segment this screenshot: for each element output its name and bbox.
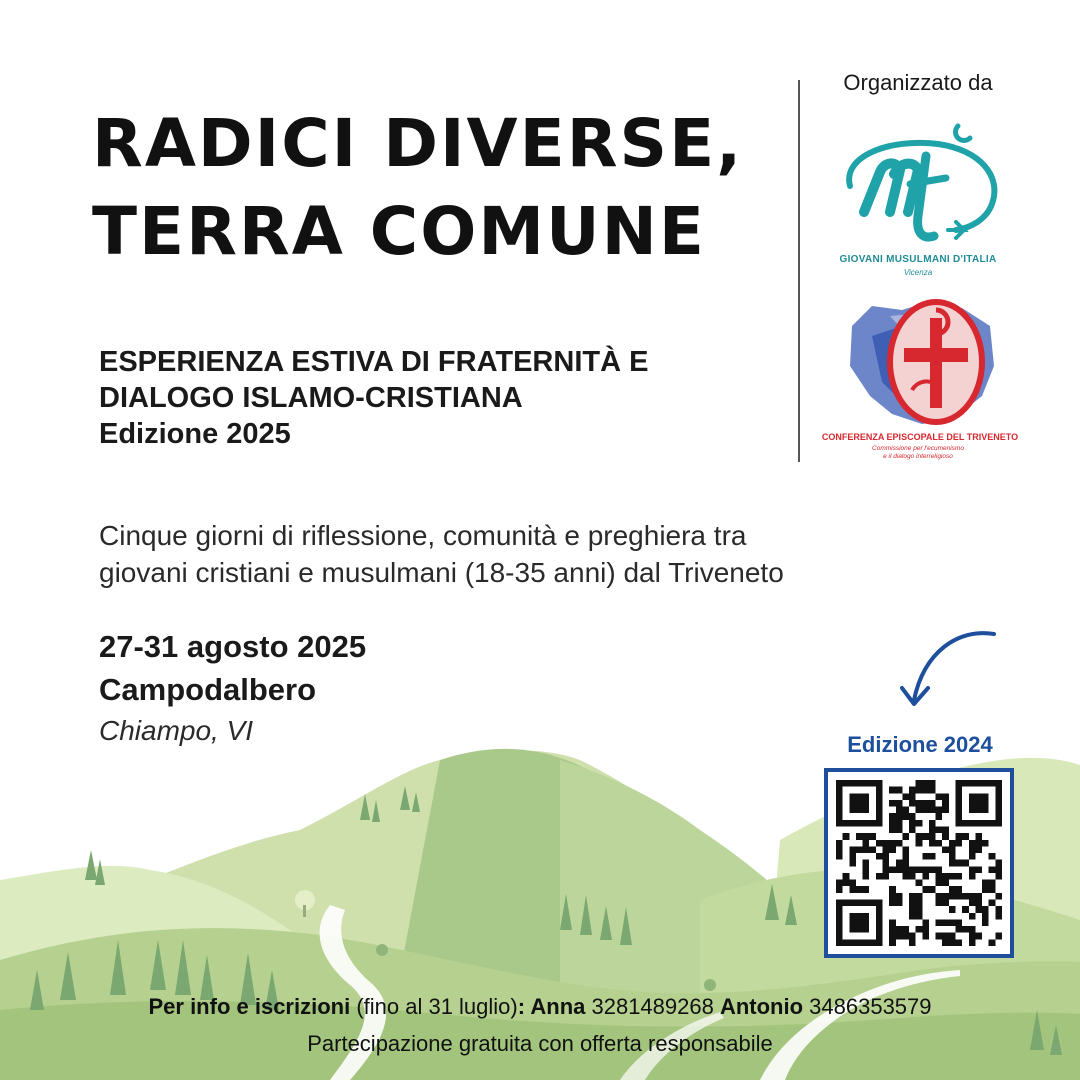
event-place: Chiampo, VI (99, 715, 254, 746)
event-venue: Campodalbero (99, 672, 317, 707)
event-details (99, 625, 366, 751)
cet-logo-name: CONFERENZA EPISCOPALE DEL TRIVENETO (821, 432, 1019, 442)
event-title-line-2: TERRA COMUNE (92, 193, 706, 270)
event-dates: 27-31 agosto 2025 (99, 629, 367, 664)
qr-code-frame[interactable] (824, 768, 1014, 958)
event-edition: Edizione 2025 (99, 418, 291, 450)
qr-code[interactable] (836, 780, 1002, 946)
contact-1-name: Anna (530, 994, 586, 1019)
gmi-logo-name: GIOVANI MUSULMANI D'ITALIA (839, 254, 997, 265)
contact-2-name: Antonio (719, 994, 804, 1019)
event-subtitle-line-1: ESPERIENZA ESTIVA DI FRATERNITÀ E (99, 346, 649, 378)
footer-colon: : (517, 994, 531, 1019)
cet-logo (842, 296, 1002, 426)
organizers-label: Organizzato da (843, 70, 993, 95)
event-description-line-1: Cinque giorni di riflessione, comunità e preghiera tra (99, 520, 747, 551)
footer-deadline: (fino al 31 luglio) (350, 994, 518, 1019)
gmi-logo-sub: Vicenza (903, 268, 933, 277)
qr-label: Edizione 2024 (847, 732, 993, 757)
event-title (92, 100, 743, 276)
event-title-line-1: RADICI DIVERSE, (92, 105, 744, 182)
event-description (99, 517, 959, 591)
footer-contacts (0, 994, 1080, 1020)
curved-arrow-icon (898, 626, 1002, 718)
event-description-line-2: giovani cristiani e musulmani (18-35 anni) dal Triveneto (99, 557, 784, 588)
footer-note: Partecipazione gratuita con offerta responsabile (307, 1031, 773, 1056)
organizers-divider (798, 80, 800, 462)
cet-logo-sub-1: Commissione per l'ecumenismo (872, 445, 964, 452)
contact-2-phone[interactable]: 3486353579 (803, 994, 932, 1019)
footer-info-label: Per info e iscrizioni (148, 994, 351, 1019)
event-subtitle (99, 344, 648, 452)
contact-1-phone[interactable]: 3281489268 (585, 994, 720, 1019)
cet-logo-sub-2: e il dialogo interreligioso (883, 453, 953, 460)
event-subtitle-line-2: DIALOGO ISLAMO-CRISTIANA (99, 382, 523, 414)
